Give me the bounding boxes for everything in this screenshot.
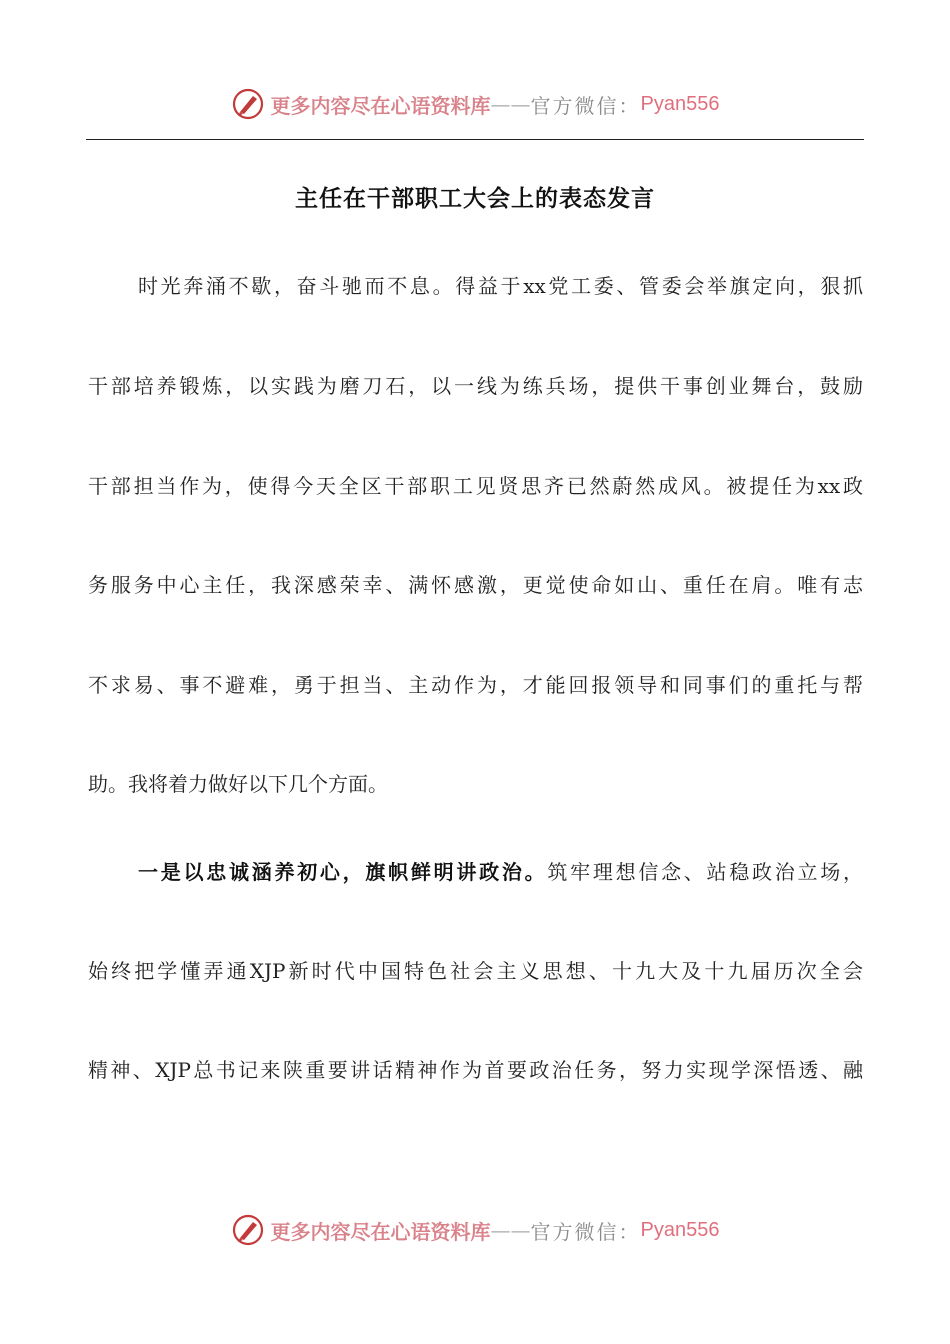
- paragraph-line: 务服务中心主任，我深感荣幸、满怀感激，更觉使命如山、重任在肩。唯有志: [88, 573, 863, 597]
- banner-wechat-label: 官方微信：: [530, 93, 641, 118]
- point-one-rest: 筑牢理想信念、站稳政治立场，: [547, 860, 864, 884]
- banner-text: 更多内容尽在心语资料库: [270, 1219, 491, 1244]
- banner-wechat-id: Pyan556: [640, 92, 720, 115]
- document-title: 主任在干部职工大会上的表态发言: [295, 186, 655, 212]
- header-rule: [86, 139, 864, 140]
- pen-logo-icon: [231, 1213, 265, 1247]
- paragraph-line: 精神、XJP总书记来陕重要讲话精神作为首要政治任务，努力实现学深悟透、融: [88, 1058, 863, 1082]
- banner-dash: ——: [490, 1218, 531, 1242]
- point-one-line: [88, 852, 863, 892]
- paragraph-line: 干部担当作为，使得今天全区干部职工见贤思齐已然蔚然成风。被提任为xx政: [88, 474, 863, 498]
- paragraph-line: 始终把学懂弄通XJP新时代中国特色社会主义思想、十九大及十九届历次全会: [88, 959, 863, 983]
- paragraph-line: 时光奔涌不歇，奋斗驰而不息。得益于xx党工委、管委会举旗定向，狠抓: [138, 274, 863, 298]
- paragraph-line: 不求易、事不避难，勇于担当、主动作为，才能回报领导和同事们的重托与帮: [88, 673, 863, 697]
- paragraph-line: 助。我将着力做好以下几个方面。: [88, 772, 388, 796]
- banner-wechat-label: 官方微信：: [530, 1219, 641, 1244]
- pen-logo-icon: [231, 87, 265, 121]
- banner-dash: ——: [490, 92, 531, 116]
- header-banner: [0, 82, 950, 126]
- footer-banner: [0, 1208, 950, 1252]
- paragraph-line: 干部培养锻炼，以实践为磨刀石，以一线为练兵场，提供干事创业舞台，鼓励: [88, 374, 863, 398]
- banner-text: 更多内容尽在心语资料库: [270, 93, 491, 118]
- point-one-lead: 一是以忠诚涵养初心，旗帜鲜明讲政治。: [138, 860, 548, 884]
- banner-wechat-id: Pyan556: [640, 1218, 720, 1241]
